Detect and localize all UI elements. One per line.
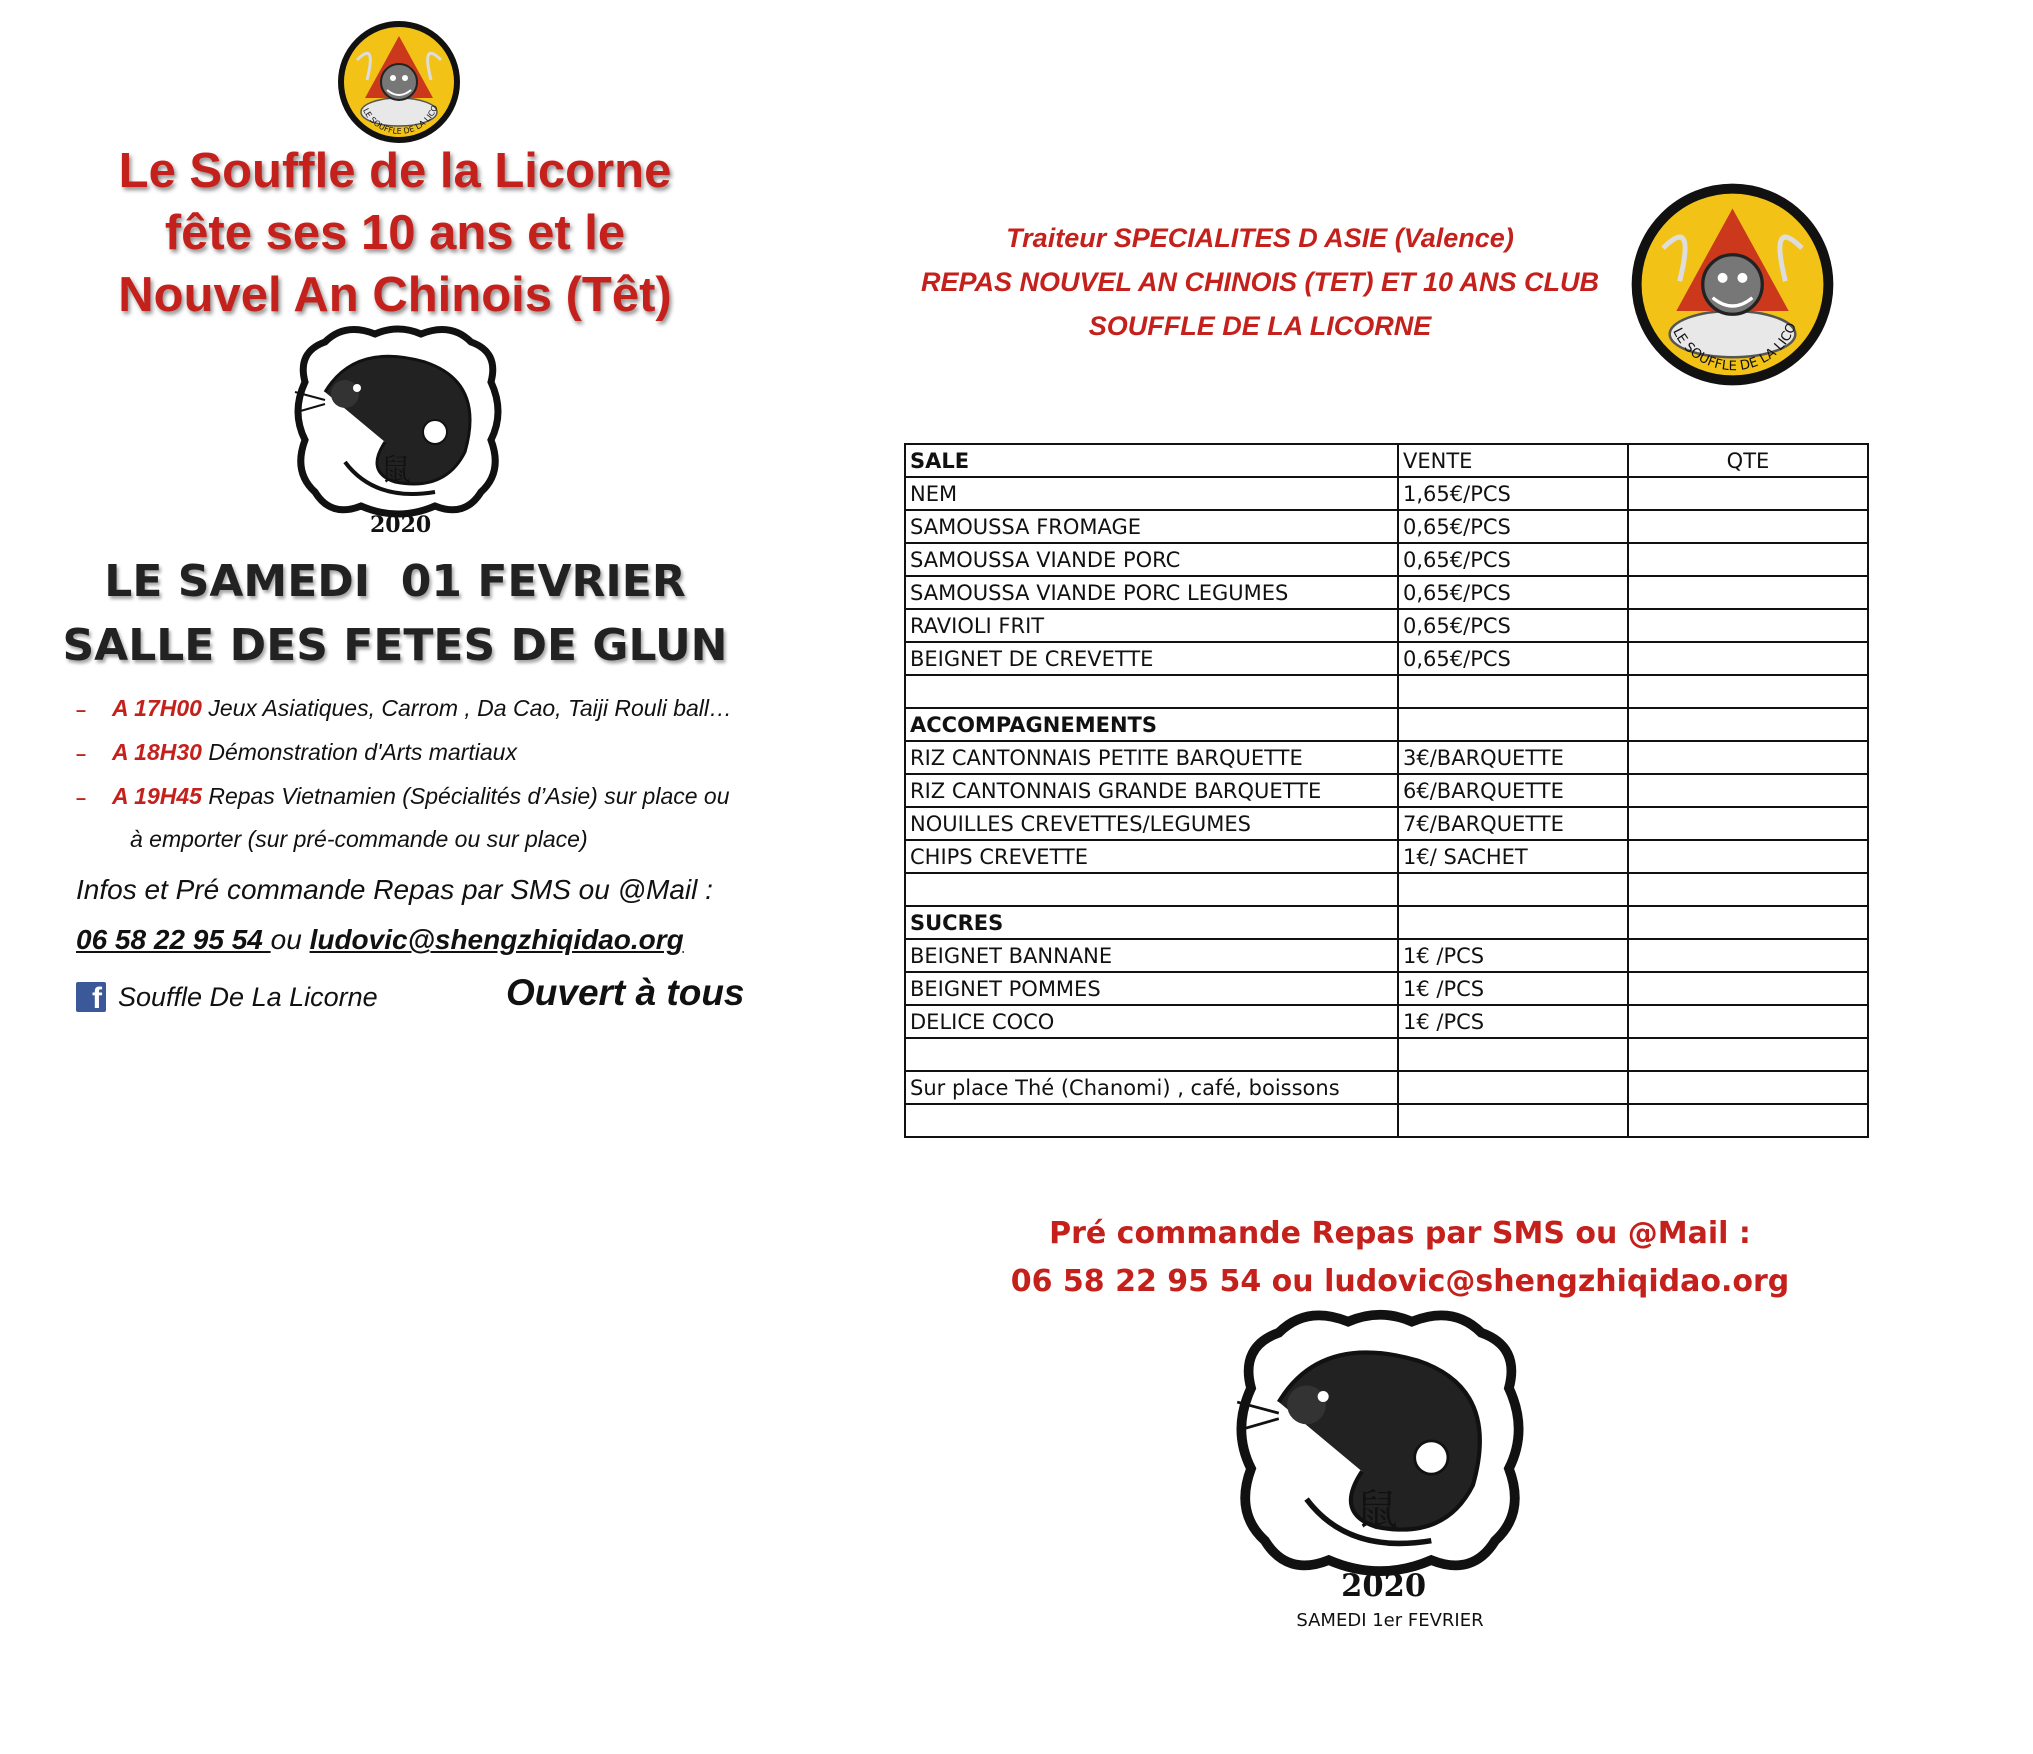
program-time: A 18H30	[112, 739, 202, 765]
event-title-line-3: Nouvel An Chinois (Têt)	[118, 268, 672, 322]
facebook-link[interactable]	[76, 980, 378, 1014]
facebook-page-name: Souffle De La Licorne	[118, 981, 378, 1012]
menu-item-qty[interactable]	[1628, 543, 1868, 576]
menu-row	[905, 510, 1868, 543]
logo-caption: LE SOUFFLE DE LA LICO	[1669, 320, 1801, 375]
menu-item-qty[interactable]	[1628, 609, 1868, 642]
menu-item-name: BEIGNET BANNANE	[905, 939, 1398, 972]
menu-table	[904, 443, 1869, 1138]
menu-item-name: DELICE COCO	[905, 1005, 1398, 1038]
menu-item-price: 1,65€/PCS	[1398, 477, 1628, 510]
menu-item-price	[1398, 873, 1628, 906]
menu-item-price	[1398, 675, 1628, 708]
menu-row	[905, 576, 1868, 609]
preorder-line-2: 06 58 22 95 54 ou ludovic@shengzhiqidao.org	[1010, 1264, 1790, 1299]
logo-caption: LE SOUFFLE DE LA LICO	[361, 103, 440, 136]
menu-item-name: ACCOMPAGNEMENTS	[905, 708, 1398, 741]
rat-character: 鼠	[381, 453, 411, 488]
preorder-info	[940, 1210, 1860, 1306]
menu-item-price	[1398, 1104, 1628, 1137]
header-qte: QTE	[1628, 444, 1868, 477]
menu-item-name	[905, 1038, 1398, 1071]
menu-item-qty[interactable]	[1628, 576, 1868, 609]
menu-table-body	[905, 444, 1868, 1137]
menu-item-price: 1€ /PCS	[1398, 939, 1628, 972]
menu-item-price	[1398, 708, 1628, 741]
club-logo-right	[1630, 182, 1835, 387]
event-title	[60, 140, 730, 326]
menu-row	[905, 543, 1868, 576]
menu-row	[905, 1038, 1868, 1071]
menu-item-qty[interactable]	[1628, 1071, 1868, 1104]
program-item	[76, 783, 796, 810]
menu-item-qty[interactable]	[1628, 873, 1868, 906]
menu-item-name: RIZ CANTONNAIS GRANDE BARQUETTE	[905, 774, 1398, 807]
program-text: Démonstration d'Arts martiaux	[201, 739, 517, 765]
bullet-dash: –	[76, 788, 87, 808]
menu-item-name	[905, 873, 1398, 906]
menu-item-qty[interactable]	[1628, 1038, 1868, 1071]
menu-item-qty[interactable]	[1628, 708, 1868, 741]
menu-row	[905, 1005, 1868, 1038]
unicorn-club-logo-icon	[1630, 182, 1835, 387]
program-text: Jeux Asiatiques, Carrom , Da Cao, Taiji Rouli ball…	[201, 695, 733, 721]
rat-emblem-left	[285, 322, 511, 542]
menu-item-name: BEIGNET DE CREVETTE	[905, 642, 1398, 675]
rat-character: 鼠	[1356, 1485, 1399, 1535]
menu-row	[905, 1071, 1868, 1104]
year-of-the-rat-icon	[285, 322, 511, 542]
bullet-dash: –	[76, 700, 87, 720]
program-item	[76, 739, 796, 766]
menu-item-name: NEM	[905, 477, 1398, 510]
menu-item-name: SUCRES	[905, 906, 1398, 939]
menu-item-qty[interactable]	[1628, 675, 1868, 708]
contact-line	[76, 924, 684, 956]
menu-item-qty[interactable]	[1628, 906, 1868, 939]
menu-item-price: 0,65€/PCS	[1398, 642, 1628, 675]
info-preorder: Infos et Pré commande Repas par SMS ou @Mail :	[76, 874, 713, 905]
menu-item-name: NOUILLES CREVETTES/LEGUMES	[905, 807, 1398, 840]
menu-item-price: 6€/BARQUETTE	[1398, 774, 1628, 807]
menu-row	[905, 807, 1868, 840]
caterer-title	[880, 216, 1640, 348]
menu-row	[905, 642, 1868, 675]
menu-item-price	[1398, 1038, 1628, 1071]
year-of-the-rat-icon	[1218, 1305, 1542, 1610]
bullet-dash: –	[76, 744, 87, 764]
menu-item-price: 0,65€/PCS	[1398, 543, 1628, 576]
menu-item-name: BEIGNET POMMES	[905, 972, 1398, 1005]
event-date: LE SAMEDI 01 FEVRIER	[104, 556, 686, 607]
menu-item-qty[interactable]	[1628, 510, 1868, 543]
menu-item-qty[interactable]	[1628, 741, 1868, 774]
menu-row	[905, 1104, 1868, 1137]
menu-item-price	[1398, 1071, 1628, 1104]
menu-item-qty[interactable]	[1628, 939, 1868, 972]
event-venue: SALLE DES FETES DE GLUN	[62, 620, 728, 671]
footer-date: SAMEDI 1er FEVRIER	[1296, 1610, 1484, 1631]
menu-item-name: SAMOUSSA FROMAGE	[905, 510, 1398, 543]
menu-section-row	[905, 708, 1868, 741]
event-date-venue	[40, 550, 750, 678]
menu-row	[905, 609, 1868, 642]
rat-year: 2020	[1341, 1568, 1427, 1605]
menu-item-price: 1€ /PCS	[1398, 972, 1628, 1005]
menu-item-price: 7€/BARQUETTE	[1398, 807, 1628, 840]
menu-row	[905, 972, 1868, 1005]
menu-item-price: 1€/ SACHET	[1398, 840, 1628, 873]
menu-item-name: RAVIOLI FRIT	[905, 609, 1398, 642]
menu-header-row	[905, 444, 1868, 477]
menu-item-name	[905, 1104, 1398, 1137]
open-to-all: Ouvert à tous	[506, 972, 745, 1013]
menu-row	[905, 675, 1868, 708]
menu-item-qty[interactable]	[1628, 807, 1868, 840]
menu-row	[905, 873, 1868, 906]
program-item-continued: à emporter (sur pré-commande ou sur place)	[130, 826, 588, 852]
menu-item-qty[interactable]	[1628, 774, 1868, 807]
event-title-line-1: Le Souffle de la Licorne	[118, 144, 672, 198]
phone-number: 06 58 22 95 54	[76, 924, 271, 955]
menu-item-name: SAMOUSSA VIANDE PORC LEGUMES	[905, 576, 1398, 609]
preorder-line-1: Pré commande Repas par SMS ou @Mail :	[1049, 1216, 1751, 1251]
facebook-icon: f	[76, 982, 106, 1012]
menu-item-price	[1398, 906, 1628, 939]
menu-item-name: RIZ CANTONNAIS PETITE BARQUETTE	[905, 741, 1398, 774]
menu-item-qty[interactable]	[1628, 1005, 1868, 1038]
email-link[interactable]: ludovic@shengzhiqidao.org	[309, 924, 684, 955]
rat-year: 2020	[370, 512, 432, 538]
header-sale: SALE	[905, 444, 1398, 477]
menu-item-name: Sur place Thé (Chanomi) , café, boissons	[905, 1071, 1398, 1104]
club-logo-left	[337, 20, 461, 144]
menu-item-price: 3€/BARQUETTE	[1398, 741, 1628, 774]
caterer-title-line-2: REPAS NOUVEL AN CHINOIS (TET) ET 10 ANS CLUB	[920, 267, 1600, 297]
header-vente: VENTE	[1398, 444, 1628, 477]
menu-item-name: CHIPS CREVETTE	[905, 840, 1398, 873]
rat-emblem-right	[1218, 1305, 1542, 1610]
menu-section-row	[905, 906, 1868, 939]
menu-item-price: 0,65€/PCS	[1398, 576, 1628, 609]
menu-item-price: 0,65€/PCS	[1398, 609, 1628, 642]
unicorn-club-logo-icon	[337, 20, 461, 144]
caterer-title-line-3: SOUFFLE DE LA LICORNE	[1088, 311, 1432, 341]
program-item	[76, 695, 796, 722]
menu-row	[905, 840, 1868, 873]
menu-item-qty[interactable]	[1628, 972, 1868, 1005]
program-text: Repas Vietnamien (Spécialités d’Asie) sur place ou	[201, 783, 730, 809]
menu-item-price: 1€ /PCS	[1398, 1005, 1628, 1038]
menu-item-qty[interactable]	[1628, 1104, 1868, 1137]
menu-item-price: 0,65€/PCS	[1398, 510, 1628, 543]
menu-item-name	[905, 675, 1398, 708]
menu-row	[905, 939, 1868, 972]
menu-row	[905, 741, 1868, 774]
menu-row	[905, 477, 1868, 510]
contact-or: ou	[270, 924, 310, 955]
menu-row	[905, 774, 1868, 807]
menu-item-name: SAMOUSSA VIANDE PORC	[905, 543, 1398, 576]
caterer-title-line-1: Traiteur SPECIALITES D ASIE (Valence)	[1006, 223, 1514, 253]
event-title-line-2: fête ses 10 ans et le	[164, 206, 626, 260]
program-time: A 17H00	[112, 695, 202, 721]
menu-item-qty[interactable]	[1628, 477, 1868, 510]
program-time: A 19H45	[112, 783, 202, 809]
menu-item-qty[interactable]	[1628, 840, 1868, 873]
menu-item-qty[interactable]	[1628, 642, 1868, 675]
